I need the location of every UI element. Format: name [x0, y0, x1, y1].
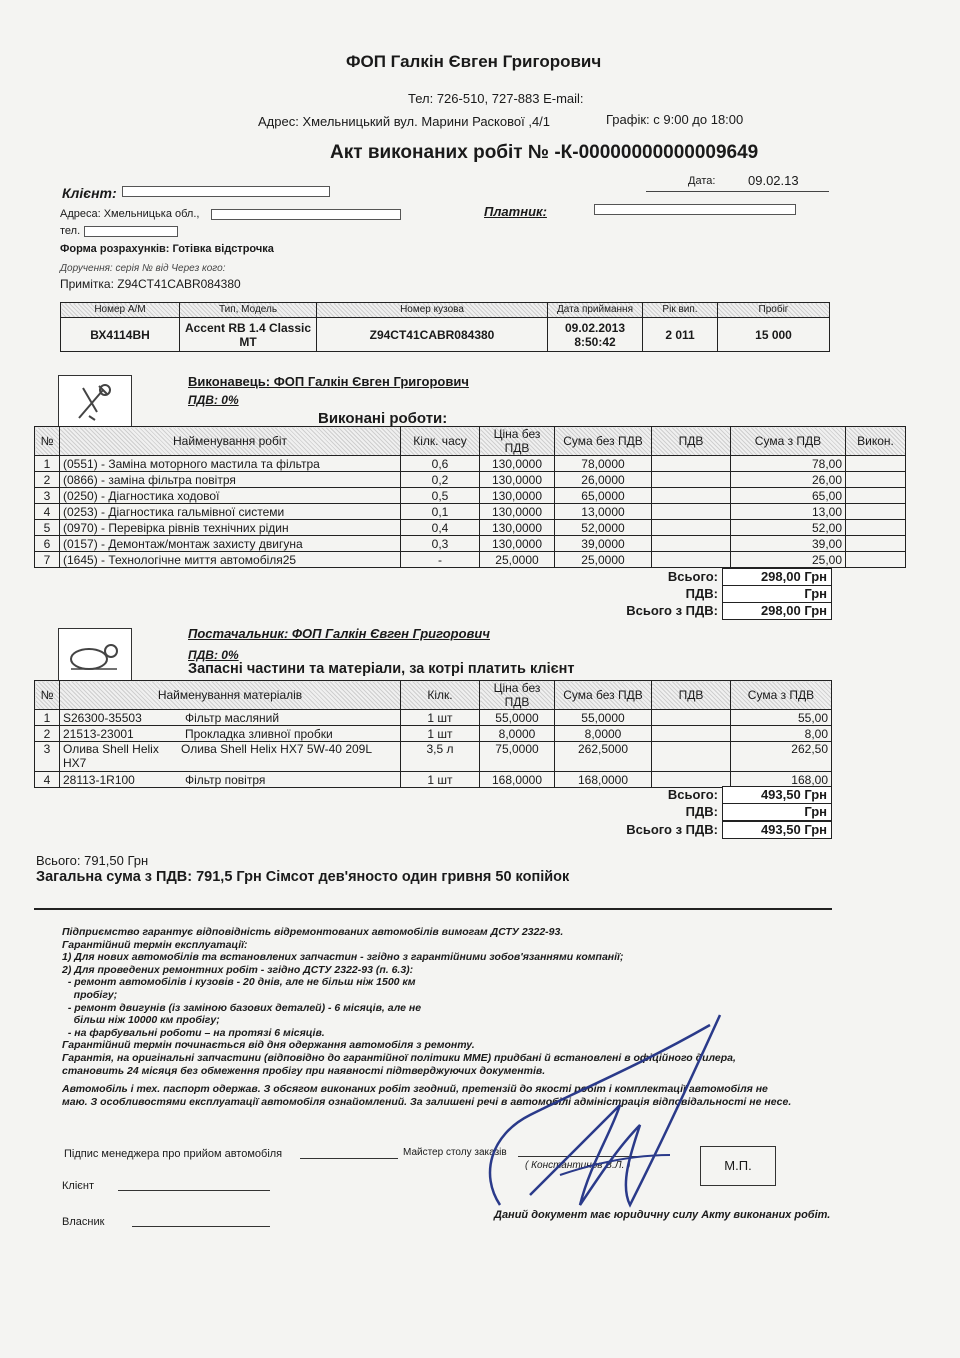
date-label: Дата:: [688, 175, 716, 187]
table-row: [35, 472, 906, 488]
row-done: [846, 520, 906, 536]
warranty-line: 2) Для проведених ремонтних робіт - згідно ДСТУ 2322-93 (п. 6.3):: [62, 963, 414, 976]
schedule: Графік: с 9:00 до 18:00: [606, 112, 744, 127]
client-signature-line: [118, 1190, 270, 1191]
row-sum: 39,0000: [555, 536, 652, 552]
payment-form: [60, 243, 274, 255]
parts-total-vat-label: Всього з ПДВ:: [626, 822, 718, 837]
parts-total-vat: 493,50 Грн: [722, 821, 832, 839]
parts-vat-value: Грн: [722, 803, 832, 821]
vehicle-vin: Z94CT41CABR084380: [317, 318, 548, 352]
row-total: 39,00: [731, 536, 846, 552]
row-n: 2: [35, 726, 60, 742]
warranty-line: більш ніж 10000 км пробігу;: [62, 1014, 220, 1027]
table-row: [35, 552, 906, 568]
row-code: 21513-23001: [63, 726, 134, 741]
row-qty: 1 шт: [401, 772, 480, 788]
warranty-line: Автомобіль і тех. паспорт одержав. З обсягом виконаних робіт згодний, претензій до якості робіт і комплектації автомобіля не: [62, 1083, 768, 1096]
row-n: 6: [35, 536, 60, 552]
warranty-line: Гарантійний термін починається від дня одержання автомобіля з ремонту.: [62, 1039, 475, 1052]
legal-note: Даний документ має юридичну силу Акту виконаних робіт.: [494, 1209, 831, 1221]
payer-label: Платник:: [484, 204, 547, 219]
row-vat: [652, 536, 731, 552]
works-vat: ПДВ: 0%: [188, 393, 239, 407]
row-done: [846, 488, 906, 504]
note: Примітка: Z94CT41CABR084380: [60, 277, 241, 291]
row-vat: [652, 552, 731, 568]
warranty-line: маю. З особливостями експлуатації автомобіля ознайомлений. За залишені речі в автомобілі адміністрація відповідальності не несе.: [62, 1095, 792, 1108]
row-price: 55,0000: [480, 710, 555, 726]
row-sum: 55,0000: [555, 710, 652, 726]
works-vat-value: Грн: [722, 585, 832, 603]
warranty-line: - на фарбувальні роботи – на протязі 6 місяців.: [62, 1026, 325, 1039]
row-sum: 26,0000: [555, 472, 652, 488]
warranty-line: 1) Для нових автомобілів та встановлених запчастин - згідно з гарантійними зобов'язаннями компанії;: [62, 951, 624, 964]
row-desc: Олива Shell Helix HX7 5W-40 209L: [181, 742, 373, 756]
row-n: 1: [35, 456, 60, 472]
row-price: 130,0000: [480, 488, 555, 504]
row-price: 130,0000: [480, 472, 555, 488]
row-qty: 0,3: [401, 536, 480, 552]
table-row: [35, 520, 906, 536]
table-row: [35, 536, 906, 552]
owner-signature-label: Власник: [62, 1216, 105, 1228]
row-done: [846, 504, 906, 520]
row-qty: 0,1: [401, 504, 480, 520]
phone-field: [84, 226, 178, 237]
manager-signature-line: [300, 1158, 398, 1159]
row-done: [846, 552, 906, 568]
row-desc: Фільтр повітря: [185, 772, 266, 787]
row-sum: 25,0000: [555, 552, 652, 568]
row-total: 65,00: [731, 488, 846, 504]
row-price: 130,0000: [480, 504, 555, 520]
row-qty: -: [401, 552, 480, 568]
row-total: 26,00: [731, 472, 846, 488]
works-total: 298,00 Грн: [722, 568, 832, 586]
works-col-total: Сума з ПДВ: [731, 427, 846, 456]
works-col-n: №: [35, 427, 60, 456]
table-row: [35, 504, 906, 520]
stamp-label: М.П.: [724, 1158, 752, 1173]
row-n: 4: [35, 772, 60, 788]
supplier: Постачальник: ФОП Галкін Євген Григорович: [188, 626, 490, 641]
row-vat: [652, 742, 731, 772]
vehicle-received: 09.02.2013 8:50:42: [548, 318, 643, 352]
parts-col-sum: Сума без ПДВ: [555, 681, 652, 710]
payer-field: [594, 204, 796, 215]
table-row: [35, 488, 906, 504]
row-total: 8,00: [731, 726, 832, 742]
row-sum: 52,0000: [555, 520, 652, 536]
row-total: 168,00: [731, 772, 832, 788]
row-desc: Прокладка зливної пробки: [185, 726, 333, 741]
row-total: 55,00: [731, 710, 832, 726]
row-qty: 1 шт: [401, 710, 480, 726]
col-received: Дата приймання: [548, 303, 643, 318]
warranty-line: становить 24 місяця без обмеження пробігу при наявності підтверджуючих документів.: [62, 1064, 546, 1077]
payment-form-label: Форма розрахунків:: [60, 243, 170, 255]
row-n: 3: [35, 488, 60, 504]
row-name: [60, 726, 401, 742]
row-sum: 168,0000: [555, 772, 652, 788]
warranty-line: Гарантійний термін експлуатації:: [62, 938, 248, 951]
act-date: 09.02.13: [748, 173, 799, 188]
payment-form-value: Готівка відстрочка: [172, 243, 274, 255]
row-n: 1: [35, 710, 60, 726]
row-code: S26300-35503: [63, 710, 142, 725]
row-name: (1645) - Технологічне миття автомобіля25: [60, 552, 401, 568]
row-code: Олива Shell Helix HX7: [63, 742, 159, 770]
parts-vat-label: ПДВ:: [685, 804, 718, 819]
row-price: 130,0000: [480, 456, 555, 472]
col-model: Тип, Модель: [180, 303, 317, 318]
vehicle-table: [60, 302, 830, 352]
works-col-sum: Сума без ПДВ: [555, 427, 652, 456]
col-plate: Номер А/М: [61, 303, 180, 318]
row-name: (0250) - Діагностика ходової: [60, 488, 401, 504]
row-qty: 0,2: [401, 472, 480, 488]
grand-total: Всього: 791,50 Грн: [36, 853, 149, 868]
works-total-label: Всього:: [667, 569, 718, 584]
wrench-icon: [58, 375, 132, 429]
act-title: Акт виконаних робіт № -К-00000000000009649: [330, 142, 759, 163]
parts-col-n: №: [35, 681, 60, 710]
client-field: [122, 186, 330, 197]
warranty-line: пробігу;: [62, 988, 118, 1001]
row-name: (0253) - Діагностика гальмівної системи: [60, 504, 401, 520]
table-row: [35, 726, 832, 742]
warranty-line: Гарантія, на оригінальні запчастини (відповідно до гарантійної політики ММЕ) придбані й встановлені в офіційного дилера,: [62, 1051, 736, 1064]
works-table: [34, 426, 906, 568]
row-price: 130,0000: [480, 520, 555, 536]
grand-total-vat: Загальна сума з ПДВ: 791,5 Грн Сімсот дев'яносто один гривня 50 копійок: [36, 869, 570, 885]
company-name: ФОП Галкін Євген Григорович: [346, 52, 602, 71]
parts-icon: [58, 628, 132, 682]
works-total-vat: 298,00 Грн: [722, 602, 832, 620]
row-price: 8,0000: [480, 726, 555, 742]
row-n: 3: [35, 742, 60, 772]
table-row: [35, 456, 906, 472]
row-qty: 0,5: [401, 488, 480, 504]
row-sum: 78,0000: [555, 456, 652, 472]
works-col-price: Ціна без ПДВ: [480, 427, 555, 456]
parts-col-name: Найменування матеріалів: [60, 681, 401, 710]
works-col-done: Викон.: [846, 427, 906, 456]
table-row: [35, 710, 832, 726]
row-done: [846, 456, 906, 472]
parts-col-total: Сума з ПДВ: [731, 681, 832, 710]
row-qty: 3,5 л: [401, 742, 480, 772]
parts-title: Запасні частини та матеріали, за котрі платить клієнт: [188, 661, 575, 677]
row-name: (0157) - Демонтаж/монтаж захисту двигуна: [60, 536, 401, 552]
col-vin: Номер кузова: [317, 303, 548, 318]
works-col-vat: ПДВ: [652, 427, 731, 456]
master-name: ( Константинов В.Л. ): [525, 1160, 631, 1171]
col-mileage: Пробіг: [718, 303, 830, 318]
parts-vat: ПДВ: 0%: [188, 648, 239, 662]
row-name: (0970) - Перевірка рівнів технічних рідин: [60, 520, 401, 536]
warranty-line: - ремонт двигунів (із заміною базових деталей) - 6 місяців, але не: [62, 1001, 422, 1014]
row-total: 13,00: [731, 504, 846, 520]
client-address-label: Адреса: Хмельницька обл.,: [60, 208, 200, 220]
row-name: [60, 710, 401, 726]
row-vat: [652, 710, 731, 726]
master-label: Майстер столу заказів: [403, 1147, 507, 1158]
row-price: 130,0000: [480, 536, 555, 552]
parts-total-label: Всього:: [667, 787, 718, 802]
row-vat: [652, 456, 731, 472]
contacts: Тел: 726-510, 727-883 E-mail:: [408, 91, 584, 106]
row-n: 4: [35, 504, 60, 520]
row-sum: 13,0000: [555, 504, 652, 520]
works-col-name: Найменування робіт: [60, 427, 401, 456]
row-code: 28113-1R100: [63, 772, 135, 787]
row-total: 262,50: [731, 742, 832, 772]
works-title: Виконані роботи:: [318, 410, 448, 427]
row-n: 2: [35, 472, 60, 488]
row-vat: [652, 472, 731, 488]
power-of-attorney: Доручення: серія № від Через кого:: [60, 263, 226, 274]
handwritten-signature: [470, 1005, 750, 1235]
col-year: Рік вип.: [643, 303, 718, 318]
vehicle-year: 2 011: [643, 318, 718, 352]
client-label: Клієнт:: [62, 185, 117, 201]
date-underline: [646, 191, 829, 192]
phone-label: тел.: [60, 225, 81, 237]
vehicle-mileage: 15 000: [718, 318, 830, 352]
table-row: [35, 742, 832, 772]
works-total-vat-label: Всього з ПДВ:: [626, 603, 718, 618]
warranty-line: - ремонт автомобілів і кузовів - 20 днів, але не більш ніж 1500 км: [62, 976, 416, 989]
address: Адрес: Хмельницький вул. Марини Раскової ,4/1: [258, 114, 551, 129]
row-vat: [652, 488, 731, 504]
manager-signature-label: Підпис менеджера про прийом автомобіля: [64, 1148, 283, 1160]
parts-total: 493,50 Грн: [722, 786, 832, 804]
parts-col-vat: ПДВ: [652, 681, 731, 710]
row-price: 168,0000: [480, 772, 555, 788]
row-total: 78,00: [731, 456, 846, 472]
row-price: 25,0000: [480, 552, 555, 568]
row-total: 25,00: [731, 552, 846, 568]
row-name: (0551) - Заміна моторного мастила та фільтра: [60, 456, 401, 472]
row-n: 7: [35, 552, 60, 568]
parts-col-qty: Кілк.: [401, 681, 480, 710]
vehicle-model: Accent RB 1.4 Classic MT: [180, 318, 317, 352]
row-sum: 65,0000: [555, 488, 652, 504]
row-qty: 0,4: [401, 520, 480, 536]
row-desc: Фільтр масляний: [185, 710, 280, 725]
row-name: (0866) - заміна фільтра повітря: [60, 472, 401, 488]
owner-signature-line: [132, 1226, 270, 1227]
row-done: [846, 472, 906, 488]
row-vat: [652, 772, 731, 788]
row-done: [846, 536, 906, 552]
row-name: [60, 742, 401, 772]
row-name: [60, 772, 401, 788]
row-vat: [652, 726, 731, 742]
row-qty: 0,6: [401, 456, 480, 472]
row-n: 5: [35, 520, 60, 536]
vehicle-plate: ВХ4114ВН: [61, 318, 180, 352]
row-total: 52,00: [731, 520, 846, 536]
row-vat: [652, 520, 731, 536]
row-qty: 1 шт: [401, 726, 480, 742]
works-vat-label: ПДВ:: [685, 586, 718, 601]
row-vat: [652, 504, 731, 520]
works-col-qty: Кілк. часу: [401, 427, 480, 456]
warranty-line: Підприємство гарантує відповідність відремонтованих автомобілів вимогам ДСТУ 2322-93.: [62, 926, 564, 938]
parts-col-price: Ціна без ПДВ: [480, 681, 555, 710]
client-signature-label: Клієнт: [62, 1180, 94, 1192]
parts-table: [34, 680, 832, 788]
row-sum: 8,0000: [555, 726, 652, 742]
client-address-field: [211, 209, 401, 220]
table-row: [35, 772, 832, 788]
divider: [34, 908, 832, 910]
row-sum: 262,5000: [555, 742, 652, 772]
executor: Виконавець: ФОП Галкін Євген Григорович: [188, 374, 469, 389]
row-price: 75,0000: [480, 742, 555, 772]
